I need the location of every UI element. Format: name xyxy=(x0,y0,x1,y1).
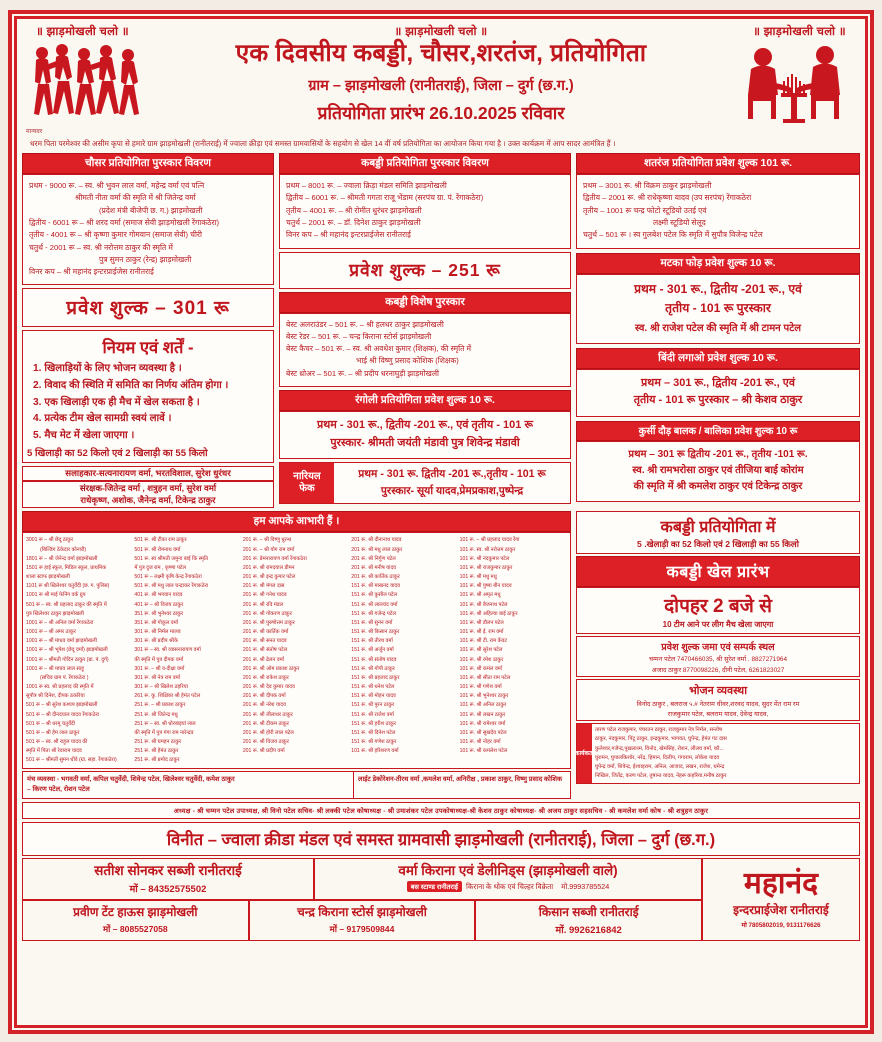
patron-label: संरक्षक xyxy=(79,482,102,493)
donor-line: 501 रू – श्रीमती सुमन धीवे (ग्रा. सहा. रेंगाकठेरा) xyxy=(26,757,117,764)
kursi-line-2: स्व. श्री रामभरोसा ठाकुर एवं तीजिया बाई कोरांम xyxy=(632,464,804,476)
donor-column xyxy=(134,536,242,765)
thanks-panel xyxy=(22,511,571,799)
prize-line: चतुर्थ – 501 रू । स्व गुलबेश पटेल कि स्मृति में सुपौत्र विजेन्द्र पटेल xyxy=(583,230,763,240)
chalo-center: ॥ झाड़मोखली चलो ॥ xyxy=(394,26,488,38)
sponsor-mobile: मो.9993785524 xyxy=(561,882,610,892)
sponsor-cell[interactable] xyxy=(22,858,314,900)
donor-line: 201 रू. श्री टीकम ठाकुर xyxy=(242,720,289,727)
donor-line: 251 रू – स्व. श्री धोरबाइयां लाल xyxy=(134,720,196,727)
prize-line: द्वितीय - 6001 रू – श्री शरद वर्मा (समाज सेवी झाड़मोखली रेंगाकठेरा) xyxy=(29,218,220,227)
sponsor-cell[interactable] xyxy=(249,900,476,940)
logo-mobile: मो 7805802019, 9131176626 xyxy=(741,922,821,930)
donor-line: 301 रू. श्री नेत्र राम वर्मा xyxy=(134,674,180,681)
sponsor-row-bottom xyxy=(22,900,702,940)
donor-line: 201 रू. श्री देव कुमार यादव xyxy=(242,684,295,691)
chalo-right: ॥ झाड़मोखली चलो ॥ xyxy=(753,26,846,38)
donor-line: 151 रू. श्री राजेश वर्मा xyxy=(351,711,394,718)
donor-line: 1001 रू स्व. श्री प्रहलाद की स्मृति में xyxy=(26,684,94,691)
donor-line: की स्मृति में पुत्र गंगा राम नारेन्द्रव xyxy=(134,729,194,736)
start-time: दोपहर 2 बजे से xyxy=(664,596,772,618)
kursi-line-3: की स्मृति में श्री कमलेश ठाकुर एवं टिकेन्द्र ठाकुर xyxy=(633,480,803,492)
patron-line xyxy=(23,482,273,495)
donor-line: 1101 रू श्री खिलेश्वर चतुर्वेदी (छ. ग. पुलिस) xyxy=(26,583,110,590)
volunteers-box xyxy=(576,723,860,784)
kabaddi-rail-sub: 5 .खेलाड़ी का 52 किलो एवं 2 खिलाड़ी का 55 किलो xyxy=(637,539,799,550)
prize-line: प्रथम - 9000 रू. – स्व. श्री भुवन लाल वर्मा, महेन्द्र वर्मा एवं पत्नि xyxy=(29,181,205,191)
contact-title: प्रवेश शुल्क जमा एवं सम्पर्क स्थल xyxy=(661,642,775,654)
donor-line: 501 रू – स्व. श्री राहुल यादव की xyxy=(26,739,88,746)
contact-line-1: चम्मन पटेल 7470466035, श्री सुरेश वर्मा . 8827271964 xyxy=(648,656,788,664)
donor-line: 101 रू. श्री रमेश ठाकुर xyxy=(459,656,504,663)
donor-line: 101 रू. श्री बैजनाथ पटेल xyxy=(459,601,508,608)
donor-line: 1001 रू – श्री माधव वर्मा झाड़मोखली xyxy=(26,638,97,645)
donor-line: 501 रू – लक्ष्मी कृषि केन्द्र रेंगाकठेरा xyxy=(134,574,202,581)
stage-light-box xyxy=(22,771,571,799)
mandwar-label: मान्यवर xyxy=(26,129,43,135)
donor-line: 1001 रू – श्री माघव लाल साहू xyxy=(26,665,84,672)
bhojan-title: भोजन व्यवस्था xyxy=(688,684,748,697)
stage-label: मंच व्यवस्था xyxy=(27,775,56,783)
donor-line: शाला स्टाफ झाड़मोखली xyxy=(26,574,70,581)
page-title: एक दिवसीय कबड्डी, चौसर,शरतंज, प्रतियोगिता xyxy=(235,40,647,67)
donor-line: 151 रू. श्री संतोष यादव xyxy=(351,656,397,663)
donor-line: 101 रू. श्री गणेश वर्मा xyxy=(459,684,502,691)
donor-line: 1001 रू – श्रीमती गोदिन ठाकुर (ग्रा. पं. दुर्ग) xyxy=(26,656,109,663)
donor-line: 151 रू. श्री गोपी ठाकुर xyxy=(351,665,395,672)
donor-line: 401 रू – श्री विजय ठाकुर xyxy=(134,601,184,608)
rule-item: 2. विवाद की स्थिति में समिति का निर्णय अंतिम होगा । xyxy=(33,380,229,391)
rules-title: नियम एवं शर्तें - xyxy=(102,339,194,358)
sponsor-mobile: मों – 84352575502 xyxy=(129,884,207,896)
donor-line: 201 रू. श्री सनत यादव xyxy=(242,638,287,645)
chalo-left: ॥ झाड़मोखली चलो ॥ xyxy=(36,26,129,38)
stage-names: - भगवती वर्मा, कपिल चतुर्वेदी, शिवेन्द्र पटेल, खिलेश्वर चतुर्वेदी, कमेश ठाकुर xyxy=(56,775,235,783)
donor-line: 151 रू. श्री लालचंद वर्मा xyxy=(351,601,398,608)
stage-line-2: – किरण पटेल, रोशन पटेल xyxy=(27,785,90,793)
kabaddi-start-bar: कबड्डी खेल प्रारंभ xyxy=(576,556,860,587)
volunteer-line: ठाकुर, नंदकुमार, पिंटू ठाकुर, इन्द्रकुमार, भागवत, घुपेन्द्र, हेमंत गट दास xyxy=(595,736,727,743)
column-chausar xyxy=(22,153,274,508)
donor-line: 201 रू. श्री मधु लाल ठाकुर xyxy=(351,546,403,553)
bindi-bar: बिंदी लगाओ प्रवेश शुल्क 10 रू. xyxy=(576,348,860,369)
donor-line: 101 रू. श्री कमल वर्मा xyxy=(459,665,503,672)
sponsor-mobile: मों – 8085527058 xyxy=(102,923,168,934)
prize-line: द्वितीय – 6001 रू. – श्रीमती गगता राजू भेंडाम (सरपंच ग्रा. पं. रेंगाकठेरा) xyxy=(286,193,484,203)
light-line: लाईट डेकोरेशन-तीरथ वर्मा ,कमलेश वर्मा, अनिरीक्ष , प्रकाश ठाकुर, विष्णु प्रसाद कोशिक xyxy=(358,775,563,783)
nariyal-line-1: प्रथम - 301 रू. द्वितीय -201 रू.,तृतीय - 101 रू xyxy=(358,468,546,481)
prize-line: बेस्ट थ्रोअर – 501 रू. – श्री प्रदीप धरनाघुड़ी झाड़मोखली xyxy=(286,368,440,378)
sponsor-sub xyxy=(317,881,699,892)
sponsor-row-top xyxy=(22,858,702,900)
prize-line: बेस्ट रेडर – 501 रू. – चन्द्र किराना स्टोर्स झाड़मोखली xyxy=(286,331,432,341)
donor-line: 151 रू. श्री मोहन यादव xyxy=(351,693,396,700)
donor-line: 201 रू. श्री राकेश ठाकुर xyxy=(242,674,289,681)
donor-line: 101 रू. श्री लखन ठाकुर xyxy=(459,711,506,718)
donor-line: 101 रू. श्री अमृत मधु xyxy=(459,592,501,599)
donor-line: 101 रू. श्री भुनेश्वर ठाकुर xyxy=(459,693,509,700)
kabaddi-entry-fee: प्रवेश शुल्क – 251 रू xyxy=(349,259,501,280)
nariyal-tag xyxy=(280,463,334,503)
prize-line: प्रथम – 8001 रू. – ज्वाला क्रिड़ा मंडल समिति झाड़मोखली xyxy=(286,181,447,191)
bus-stand-badge: बस स्टाण्ड रानीतराई xyxy=(407,881,462,892)
prize-line: द्वितीय – 2001 रू. श्री राधेकृष्णा यादव (उप सरपंच) रेंगाकठेरा xyxy=(583,193,752,203)
donor-line: 101 रू. – श्री प्रहलाद यादव रेंगा xyxy=(459,537,520,544)
patron-line-2: राधेकृष्ण, अशोक, जैनेन्द्र वर्मा, टिकेन्द्र ठाकुर xyxy=(80,495,216,506)
donor-line: 501 रू – श्री धरमू चतुर्वेदी xyxy=(26,720,75,727)
advisor-line: सलाहकार-सत्यनारायण वर्मा, भरतविशाल, सुरेश धुरंधर xyxy=(65,468,231,479)
donor-line: 101 रू. श्री हरिशरण वर्मा xyxy=(351,748,399,755)
rangoli-prizes xyxy=(280,412,570,458)
rangoli-line-1: प्रथम - 301 रू., द्वितीय -201 रू., एवं तृतीय - 101 रू xyxy=(316,419,534,432)
donor-column xyxy=(351,536,459,765)
prize-line: भाई श्री विष्णु प्रसाद कोशिक (शिक्षक) xyxy=(356,356,459,366)
donor-line: 201 रू. श्री प्रदीप वर्मा xyxy=(242,748,285,755)
sponsor-name: प्रवीण टेंट हाऊस झाड़मोखली xyxy=(73,905,198,920)
donor-line: 151 रू. श्री धनेश पटेल xyxy=(351,684,395,691)
advisor-box xyxy=(22,466,274,508)
volunteer-line: कुलेश्वर,गजेन्द्र,पुखलात्त्म, विनोद, खेमसिंह, रोशन, लीलव वर्मा, कौ... xyxy=(595,745,724,752)
officers-box xyxy=(22,802,860,819)
bindi-line-2: तृतीय - 101 रू पुरस्कार – श्री केशव ठाकुर xyxy=(633,394,803,407)
donor-line: 201 रू. प्रेमनारायण वर्मा रेंगाकठेरा xyxy=(242,555,307,562)
donor-line: 101 रू. श्री नंदकुमार पटेल xyxy=(459,555,510,562)
main-columns xyxy=(18,151,864,508)
donor-line: 201 रू. श्री नरेश यादव xyxy=(242,702,286,709)
donor-line: 151 रू. श्री गणेश ठाकुर xyxy=(351,739,397,746)
donor-line: 201 रू. श्री मंगल दास xyxy=(242,583,285,590)
donor-line: 501 रू – स्व. श्री प्रहलाद ठाकुर की स्मृति में xyxy=(26,601,107,608)
donor-line: 201 रू. श्री ओम प्रकाश ठाकुर xyxy=(242,665,300,672)
matka-line-3: स्व. श्री राजेश पटेल की स्मृति में श्री टामन पटेल xyxy=(634,322,802,334)
rangoli-box xyxy=(279,411,571,459)
donor-line: 301 रू – स्व. श्री व्यासनारायण वर्मा xyxy=(134,647,201,654)
donor-line: 501 रू. श्री मधु लाल चन्द्राकर रेंगाकठेरा xyxy=(134,583,209,590)
donor-line: 151 रू. श्री गजेन्द्र पटेल xyxy=(351,610,396,617)
nariyal-tag-line-1: नारियल xyxy=(293,470,321,482)
teams-note: 10 टीम आने पर लीग मैच खेला जाएगा xyxy=(662,620,774,630)
matka-bar: मटका फोड़ प्रवेश शुल्क 10 रू. xyxy=(576,253,860,274)
contact-line-2: अजाद ठाकुर 8770098226, दीनी पटेल, 6261823027 xyxy=(651,666,785,674)
chess-players-illustration xyxy=(730,39,858,133)
weight-rule: 5 खिलाड़ी का 52 किलो एवं 2 खिलाड़ी का 55 किलो xyxy=(27,448,208,460)
prize-line: पुत्र सुमन ठाकुर (रेन्द्र) झाड़मोखली xyxy=(99,254,192,264)
donor-line: 201 रू. श्री लीलाधर ठाकुर xyxy=(242,711,293,718)
contact-box xyxy=(576,636,860,677)
chausar-prize-box xyxy=(22,174,274,285)
bhojan-line-1: विनोद ठाकुर , बलराज ५.# नेतराम धीवर,शरवद यादव, सुदर मेंत राम रम xyxy=(636,700,800,708)
nariyal-tag-line-2: फेक xyxy=(299,483,315,495)
donor-line: 101 रू. श्री डौलन पटेल xyxy=(459,619,504,626)
donor-line: 201 रू. श्री पुरुषोत्तम ठाकुर xyxy=(242,619,295,626)
donor-line: 151 रू. श्री हरीश ठाकुर xyxy=(351,720,396,727)
stage-arrangement xyxy=(23,772,353,798)
nariyal-line-2: पुरस्कार- सूर्या यादव,प्रेमप्रकाश,पुष्पेन्द्र xyxy=(380,485,524,498)
donor-line: 151 रू. श्री प्रहलाद ठाकुर xyxy=(351,674,400,681)
donor-line: 151 रू. श्री पुरन ठाकुर xyxy=(351,702,395,709)
donor-line: 501 रू. श्री टीका राम ठाकुर xyxy=(134,537,187,544)
donor-line: 201 रू. श्री गनेश यादव xyxy=(242,592,287,599)
donor-line: 151 रू. श्री माखनद यादव xyxy=(351,583,400,590)
donor-line: 201 रू. – श्री विष्णु धुरन्ध xyxy=(242,537,292,544)
prize-line: चतुर्थ – 2001 रू. – डॉ. दिनेश ठाकुर झाड़मोखली xyxy=(286,218,421,227)
kabaddi-prize-box xyxy=(279,174,571,248)
donor-line: (सचिव ग्राम पं. रेंगाकठेरा ) xyxy=(40,674,89,681)
sponsor-name: चन्द्र किराना स्टोर्स झाड़मोखली xyxy=(297,905,427,920)
donor-line: 351 रू. श्री भुनेश्वर ठाकुर xyxy=(134,610,184,617)
donor-line: 1501 रू हाई स्कूल, मिडिल स्कूल, प्राथमिक xyxy=(26,564,107,571)
prize-line: श्रीमती नीता वर्मा की स्मृति में श्री जितेन्द्र वर्मा xyxy=(75,193,196,203)
donor-line: 101 रू. श्री ई. राम वर्मा xyxy=(459,629,504,636)
donor-line: 201 रू. श्री कार्तिक ठाकुर xyxy=(351,574,400,581)
donor-column xyxy=(460,536,568,765)
donor-line: 101 रू. श्री अहिल्या बाई ठाकुर xyxy=(459,610,518,617)
bhojan-box xyxy=(576,679,860,722)
donor-line: 101 रू. श्री सुरेश पटेल xyxy=(459,647,503,654)
prize-line: चतुर्थ - 2001 रू – स्व. श्री नरोत्तम ठाकुर की स्मृति में xyxy=(29,242,173,252)
kursi-prizes xyxy=(577,442,859,501)
donor-line: 151 रू. श्री किसान ठाकुर xyxy=(351,629,400,636)
donor-line: 301 रू. श्री निर्मल मालव xyxy=(134,629,181,636)
date-line: प्रतियोगिता प्रारंभ 26.10.2025 रविवार xyxy=(317,102,565,123)
donor-line: 201 रू. श्री विजय ठाकुर xyxy=(242,739,289,746)
chausar-bar: चौसर प्रतियोगिता पुरस्कार विवरण xyxy=(22,153,274,174)
kabaddi-rail-title: कबड्डी प्रतियोगिता में xyxy=(660,519,776,537)
intro-paragraph: धरम पिता परमेश्वर की असीम कृपा से हमारे ग्राम झाड़मोखली (रानीतराई) में ज्वाला क्रीड़ा एवं समस्त ग्रामवासियों के सहयोग से खेल 14 वीं वर्ष प्रतियोगिता का आयोजन किया गया है । उक्त कार्यक्रम में आप सादर आमंत्रित हैं । xyxy=(30,139,616,148)
donor-line: 3001 रू – श्री छेदू ठाकुर xyxy=(26,537,74,544)
prize-line: विनर कप – श्री महानंद इन्टरप्राईजेस रानीतराई xyxy=(286,230,411,240)
header-block xyxy=(18,39,864,133)
shatranj-bar: शतरंज प्रतियोगिता प्रवेश शुल्क 101 रू. xyxy=(576,153,860,174)
rule-item: 3. एक खिलाड़ी एक ही मैच में खेल सकता है । xyxy=(33,396,200,408)
donor-line: 201 रू. श्री मनीष यादव xyxy=(351,564,397,571)
donor-line: 151 रू. श्री दिनेश पटेल xyxy=(351,729,396,736)
village-line: ग्राम – झाड़मोखली (रानीतराई), जिला – दुर्ग (छ.ग.) xyxy=(308,77,574,94)
right-rail xyxy=(576,511,860,799)
poster xyxy=(8,10,874,1034)
sponsor-desc: किराना के थोक एवं चिल्हर विक्रेता xyxy=(466,882,554,892)
nariyal-body xyxy=(334,463,570,503)
donor-line: 1001 रू श्री माई फेनिंग वर्क ग्रुप xyxy=(26,592,86,599)
donor-line: 151 रू. श्री सुनन वर्मा xyxy=(351,619,393,626)
prize-line: तृतीय - 4001 रू – श्री कृष्णा कुमार गोमवान (समाज सेवी) चीरी xyxy=(29,230,203,240)
rule-item: 5. मैच मेट में खेला जाएगा । xyxy=(33,429,135,441)
donor-line: 201 रू. श्री निर्गुण पटेल xyxy=(351,555,396,562)
officers-line: अध्यक्ष - श्री चम्मन पटेल उपाध्यक्ष, श्री विनो पटेल सचिव- श्री लक्की पटेल कोषाध्यक्ष - श्री उमाशंकर पटेल उपकोषाध्यक्ष-श्री केशव ठाकुर कोषाध्यक्ष- श्री अजय ठाकुर सहसचिव - श्री कमलेश वर्मा कोष - श्री शत्रुहन ठाकुर xyxy=(173,808,709,816)
donor-line: 201 रू. श्री कार्तिक वर्मा xyxy=(242,629,289,636)
rule-item: 4. प्रत्येक टीम खेल सामग्री स्वयं लावें । xyxy=(33,413,172,425)
patron-names: -जितेन्द्र वर्मा , शत्रुहन वर्मा, सुरेश वर्मा xyxy=(101,482,217,493)
donor-grid xyxy=(23,533,570,767)
volunteer-line: तारण पटेल राजकुमार, पंचरतन ठाकुर, राजकुमार नेत्र निर्मल, सन्तोष xyxy=(595,727,723,734)
donor-line: 501 रू. श्री रोमनाथ वर्मा xyxy=(134,546,181,553)
kabaddi-special-box xyxy=(279,313,571,387)
donor-line: 101 रू. श्री सुखदेव पटेल xyxy=(459,729,507,736)
prize-line: बेस्ट कैचर – 501 रू. – स्व. श्री अवधेश कुमार (शिक्षक), की स्मृति में xyxy=(286,344,472,354)
prize-line: तृतीय – 1001 रू चन्द्र फोटो स्टूडियो उतई एवं xyxy=(583,205,707,215)
donor-line: 351 रू. श्री गोकुल वर्मा xyxy=(134,619,179,626)
sponsor-cell[interactable] xyxy=(22,900,249,940)
donor-line: 201 रू. श्री इन्द्र कुमार पटेल xyxy=(242,574,296,581)
donor-column xyxy=(243,536,351,765)
donor-line: 101 रू. श्री सीता राम पटेल xyxy=(459,674,511,681)
donor-column xyxy=(26,536,134,765)
donor-line: 201 रू. श्री संतोष पटेल xyxy=(242,647,288,654)
donor-line: 1001 रू – श्री अनिल वर्मा रेंगाकठेरा xyxy=(26,619,94,626)
rangoli-bar: रंगोली प्रतियोगिता प्रवेश शुल्क 10 रू. xyxy=(279,390,571,411)
donor-line: 151 रू. श्री अर्जुन वर्मा xyxy=(351,647,394,654)
donor-line: स्मृति में पिता श्री रेवाराम यादव xyxy=(26,748,82,755)
donor-line: 401 रू. श्री भगवान यादव xyxy=(134,592,183,599)
donor-line: 101 रू. श्री पुष्पा बीन यादव xyxy=(459,583,512,590)
kabaddi-special-bar: कबड्डी विशेष पुरस्कार xyxy=(279,292,571,313)
volunteers-list xyxy=(592,724,859,783)
kabaddi-bar: कबड्डी प्रतियोगिता पुरस्कार विवरण xyxy=(279,153,571,174)
prize-line: विनर कप – श्री महानंद इन्टरप्राईजेस रानीतराई xyxy=(29,267,154,277)
donor-line: 301 रू. श्री प्रदीप श्रीके xyxy=(134,638,178,645)
rules-box xyxy=(22,330,274,463)
footer xyxy=(22,822,860,941)
bindi-box xyxy=(576,369,860,417)
donor-line: 201 रू. श्री होरी लाल पटेल xyxy=(242,729,294,736)
volunteer-line: घुपेन्द्र वर्मा, शिवेन्द्र, ईश्वाइराम, अनिल, आजाद, लखन, राजेश, धमेन्द्र xyxy=(595,763,725,770)
donor-line: 261 रू. कु. शिक्षिका श्री हेमंत पटेल xyxy=(134,693,201,700)
donor-line: 201 रू. श्री रवि मंडल xyxy=(242,601,284,608)
donor-line: 101 रू. श्री अनिल ठाकुर xyxy=(459,702,507,709)
donor-line: 151 रू. श्री कुसील पटेल xyxy=(351,592,398,599)
sponsor-mobile: मों – 9179509844 xyxy=(329,923,395,934)
donor-line: 251 रू. श्री प्रमोद ठाकुर xyxy=(134,757,180,764)
thanks-row xyxy=(18,508,864,799)
donor-line: 501 रू – श्री दीनदयाल यादव रेंगाकठेरा xyxy=(26,711,100,718)
donor-line: 101 रू. श्री रामेश्वर वर्मा xyxy=(459,720,506,727)
sponsor-mobile: मों. 9926216842 xyxy=(555,924,622,936)
column-shatranj xyxy=(576,153,860,508)
donor-line: 1801 रू – श्री जेनेन्द्र वर्मा झाड़मोखली xyxy=(26,555,98,562)
bindi-prizes xyxy=(577,370,859,416)
donor-line: 151 रू. श्री तीरथ वर्मा xyxy=(351,638,393,645)
donor-line: 201 रू. – श्री योग राम वर्मा xyxy=(242,546,295,553)
matka-line-2: तृतीय - 101 रू पुरस्कार xyxy=(665,301,771,316)
donor-line: 101 रू. श्री टी. राम केंवट xyxy=(459,638,507,645)
donor-line: 201 रू. श्री दीनानाथ यादव xyxy=(351,537,402,544)
donor-line: 101 रू. श्री मधु मधु xyxy=(459,574,497,581)
donor-line: (बिल्डिंग ठेकेदार कोनारी) xyxy=(40,546,87,553)
prize-line: प्रथम – 3001 रू. श्री विक्रम ठाकुर झाड़मोखली xyxy=(583,181,712,191)
sponsor-name: किसान सब्जी रानीतराई xyxy=(538,905,639,920)
kursi-box xyxy=(576,441,860,502)
kursi-line-1: प्रथम – 301 रू द्वितीय -201 रू., तृतीय -101 रू. xyxy=(628,448,808,460)
donor-line: 301 रू – श्री खिलेश ठहरिया xyxy=(134,684,188,691)
donor-line: 201 रू. श्री दीपक वर्मा xyxy=(242,693,286,700)
volunteer-line: घुरामन, घुपालकिशोर, नरेंद्र, हिमान, दिलीप, गंगाराम, लोकेश यादव xyxy=(595,754,720,761)
donor-line: 251 रू. श्री हेमंत ठाकुर xyxy=(134,748,179,755)
logo-sub: इन्दरप्राईजेश रानीतराई xyxy=(733,903,829,918)
sponsor-cell[interactable] xyxy=(314,858,702,900)
chausar-fee-box xyxy=(22,288,274,327)
stage-line-1 xyxy=(27,775,349,785)
vineet-line: विनीत – ज्वाला क्रीडा मंडल एवं समस्त ग्रामवासी झाड़मोखली (रानीतराई), जिला – दुर्ग (छ.ग.) xyxy=(166,831,716,850)
matka-line-1: प्रथम - 301 रू., द्वितीय -201 रू., एवं xyxy=(634,281,802,296)
donor-line: 101 रू. श्री राजकुमार ठाकुर xyxy=(459,564,513,571)
donor-line: 201 रू. श्री ढेलन वर्मा xyxy=(242,656,284,663)
volunteer-line: निखिल, जितेंद्र, करण पटेल, तुषान्त यादव, नेहरू कहरिया,मनीष ठाकुर xyxy=(595,772,727,779)
sponsor-cell[interactable] xyxy=(475,900,702,940)
donor-line: 251 रू. – श्री प्रकाश ठाकुर xyxy=(134,702,186,709)
sponsor-name: वर्मा किराना एवं डेलीनिड्स (झाड़मोखली वाले) xyxy=(398,863,618,879)
rule-item: 1. खिलाड़ियों के लिए भोजन व्यवस्था है । xyxy=(33,363,182,375)
prize-line: (प्रदेश मंत्री बीजेपी छ. ग.) झाड़मोखली xyxy=(99,205,203,215)
nariyal-box xyxy=(279,462,571,504)
donor-line: 501 रू – श्री सुरेश कश्यप झाड़मोखली xyxy=(26,702,98,709)
chausar-entry-fee: प्रवेश शुल्क – 301 रू xyxy=(66,298,230,320)
donor-box xyxy=(22,532,571,768)
mahanand-logo[interactable] xyxy=(702,858,860,941)
chalo-row xyxy=(18,20,864,39)
kursi-bar: कुर्सी दौड़ बालक / बालिका प्रवेश शुल्क 10 रू xyxy=(576,421,860,441)
column-kabaddi xyxy=(279,153,571,508)
matka-box xyxy=(576,274,860,344)
donor-line: 101 रू. स्व. श्री नरोत्तम ठाकुर xyxy=(459,546,516,553)
donor-line: 101 रू. श्री कमलेश पटेल xyxy=(459,748,508,755)
donor-line: 501 रू. स्व श्रीमती जमुना बाई कि स्मृति xyxy=(134,555,209,562)
prize-line: लक्ष्मी स्टूडियो सेलूद xyxy=(653,218,706,227)
matka-prizes xyxy=(577,275,859,343)
sponsors-block xyxy=(22,858,860,941)
light-decoration xyxy=(353,772,570,798)
donor-line: 201 रू. श्री रामदयाल डीमन xyxy=(242,564,295,571)
donor-line: पुत्र खिलेश्वर ठाकुर झाड़मोखली xyxy=(26,610,84,617)
volunteers-tag: कार्यकर्ता xyxy=(577,724,592,783)
donor-line: में पुत्र दुज राम , कृष्णा पटेल xyxy=(134,564,186,571)
prize-line: बेस्ट अलराउंडर – 501 रू. – श्री हलधर ठाकुर झाड़मोखली xyxy=(286,319,444,329)
donor-line: 1001 रू – श्री भूपेश (छेदू वर्मा) झाड़मोखली xyxy=(26,647,108,654)
sponsors-grid xyxy=(22,858,702,941)
kabaddi-fee-box xyxy=(279,252,571,289)
kabaddi-weight-box xyxy=(576,511,860,554)
bhojan-line-2: राजकुमार पटेल, बलराम यादव, देवेन्द्र यादव, xyxy=(667,711,769,719)
donor-line: 501 रू – श्री हेम लाल ठाकुर xyxy=(26,729,80,736)
donor-line: की स्मृति में पुत्र दीपक वर्मा xyxy=(134,656,184,663)
donor-line: 301 रू. – श्री व-दीक्षा वर्मा xyxy=(134,665,185,672)
bindi-line-1: प्रथम – 301 रू., द्वितीय -201 रू., एवं xyxy=(641,376,795,389)
prize-line: तृतीय – 4001 रू. – श्री रोमीत धुरंधर झाड़मोखली xyxy=(286,205,422,215)
donor-line: 101 रू. श्री नोहर वर्मा xyxy=(459,739,501,746)
donor-line: 251 रू. श्री घमहन ठाकुर xyxy=(134,739,182,746)
donor-line: सुपौत्र श्री दिनेश, दीपक ठकरिया xyxy=(26,693,85,700)
donor-line: 201 रू. श्री गोकरण ठाकुर xyxy=(242,610,292,617)
vineet-box xyxy=(22,822,860,856)
shatranj-prize-box xyxy=(576,174,860,248)
donor-line: 251 रू. श्री जितेन्द्र मधु xyxy=(134,711,178,718)
thanks-bar: हम आपके आभारी हैं । xyxy=(22,511,571,532)
logo-name: महानंद xyxy=(743,867,819,901)
start-time-box xyxy=(576,587,860,634)
sponsor-name: सतीश सोनकर सब्जी रानीतराई xyxy=(94,863,242,879)
rangoli-line-2: पुरस्कार- श्रीमती जयंती मंडावी पुत्र शिवेन्द्र मंडावी xyxy=(330,436,520,449)
kabaddi-players-illustration xyxy=(24,39,152,133)
donor-line: 1001 रू – श्री अमर ठाकुर xyxy=(26,629,76,636)
